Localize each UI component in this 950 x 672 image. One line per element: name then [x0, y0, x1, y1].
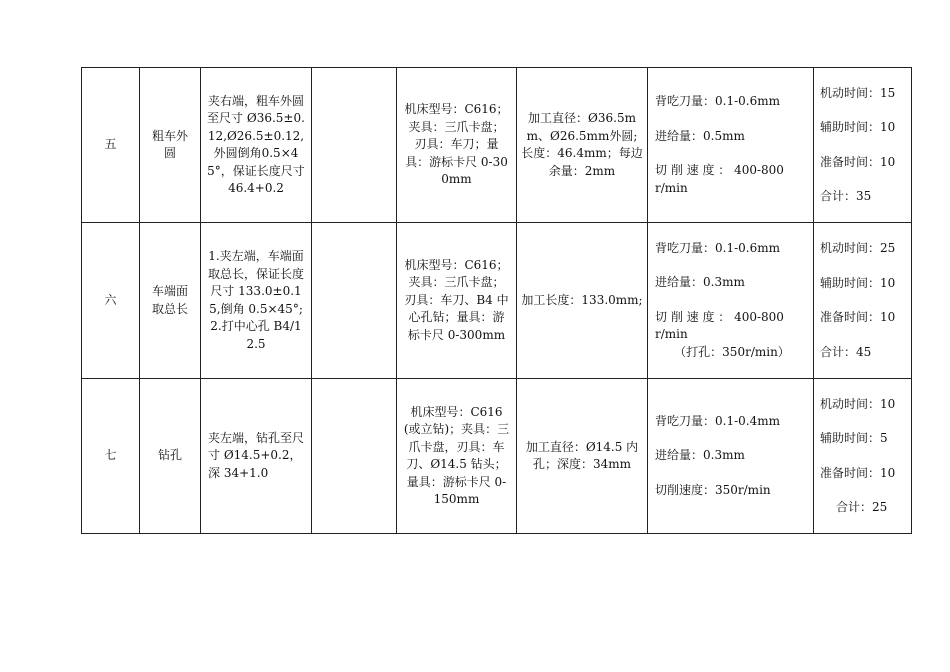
- step-content-text: 夹左端，钻孔至尺寸 Ø14.5+0.2，深 34+1.0: [208, 430, 305, 480]
- blank-cell: [312, 223, 397, 379]
- step-content-line: 2.打中心孔 B4/12.5: [210, 319, 302, 351]
- machining-text: 加工直径：Ø36.5mm、Ø26.5mm外圆;长度：46.4mm；每边余量：2mm: [521, 111, 643, 178]
- step-content: [201, 223, 312, 379]
- process-table: [81, 67, 912, 534]
- step-content: [201, 68, 312, 223]
- equipment-text: 机床型号：C616(或立钻)；夹具：三爪卡盘，刃具：车刀、Ø14.5 钻头；量具：游标卡尺 0-150mm: [403, 404, 510, 506]
- auxiliary-time: 辅助时间：10: [820, 120, 896, 134]
- equipment-cell: [397, 223, 517, 379]
- cutting-params-cell: [648, 223, 814, 379]
- table-row: [82, 68, 912, 223]
- step-content-text: 夹右端，粗车外圆至尺寸 Ø36.5±0.12,Ø26.5±0.12,外圆倒角0.5×45°，保证长度尺寸 46.4+0.2: [207, 93, 305, 195]
- machine-time: 机动时间：10: [820, 396, 896, 411]
- step-number: 六: [82, 223, 140, 379]
- machine-time: 机动时间：25: [820, 241, 896, 255]
- preparation-time: 准备时间：10: [820, 310, 896, 324]
- auxiliary-time: 辅助时间：5: [820, 431, 888, 445]
- time-cell: [814, 68, 912, 223]
- equipment-text: 机床型号：C616；夹具：三爪卡盘；刃具：车刀、B4 中心孔钻；量具：游标卡尺 0-300mm: [404, 257, 509, 342]
- cutting-speed: 切削速度：350r/min: [655, 482, 771, 497]
- step-number: 五: [82, 68, 140, 223]
- step-name: [140, 223, 201, 379]
- equipment-text: 机床型号：C616；夹具：三爪卡盘；刃具：车刀；量具：游标卡尺 0-300mm: [404, 102, 509, 187]
- feed-rate: 进给量：0.3mm: [655, 448, 745, 463]
- step-name: [140, 379, 201, 534]
- preparation-time: 准备时间：10: [820, 465, 896, 480]
- step-content: [201, 379, 312, 534]
- step-content-line: 1.夹左端，车端面取总长，保证长度尺寸 133.0±0.15,倒角 0.5×45°;: [207, 249, 304, 316]
- machining-text: 加工长度：133.0mm;: [521, 292, 643, 307]
- table-row: [82, 379, 912, 534]
- table-row: [82, 223, 912, 379]
- step-number: 七: [82, 379, 140, 534]
- feed-rate: 进给量：0.3mm: [655, 275, 745, 290]
- step-name-text: 钻孔: [157, 448, 182, 463]
- cutting-params-cell: [648, 379, 814, 534]
- cut-depth: 背吃刀量：0.1-0.4mm: [655, 413, 780, 428]
- cutting-params-cell: [648, 68, 814, 223]
- step-name-text: 车端面取总长: [151, 284, 188, 316]
- drilling-speed-note: （打孔：350r/min）: [674, 344, 790, 359]
- preparation-time: 准备时间：10: [820, 154, 896, 169]
- total-time: 合计：25: [836, 500, 888, 514]
- machine-time: 机动时间：15: [820, 85, 896, 100]
- total-time: 合计：35: [820, 189, 872, 203]
- machining-cell: [517, 379, 648, 534]
- auxiliary-time: 辅助时间：10: [820, 275, 896, 290]
- machining-cell: [517, 68, 648, 223]
- blank-cell: [312, 379, 397, 534]
- cutting-speed: 切 削 速 度 ： 400-800 r/min: [655, 309, 784, 342]
- cut-depth: 背吃刀量：0.1-0.6mm: [655, 240, 780, 255]
- blank-cell: [312, 68, 397, 223]
- cut-depth: 背吃刀量：0.1-0.6mm: [655, 94, 780, 108]
- feed-rate: 进给量：0.5mm: [655, 128, 745, 143]
- machining-text: 加工直径：Ø14.5 内孔；深度：34mm: [525, 439, 639, 471]
- time-cell: [814, 379, 912, 534]
- time-cell: [814, 223, 912, 379]
- step-name-text: 粗车外圆: [151, 128, 188, 160]
- machining-cell: [517, 223, 648, 379]
- total-time: 合计：45: [820, 344, 872, 359]
- equipment-cell: [397, 379, 517, 534]
- cutting-speed: 切 削 速 度 ： 400-800 r/min: [655, 163, 784, 195]
- equipment-cell: [397, 68, 517, 223]
- step-name: [140, 68, 201, 223]
